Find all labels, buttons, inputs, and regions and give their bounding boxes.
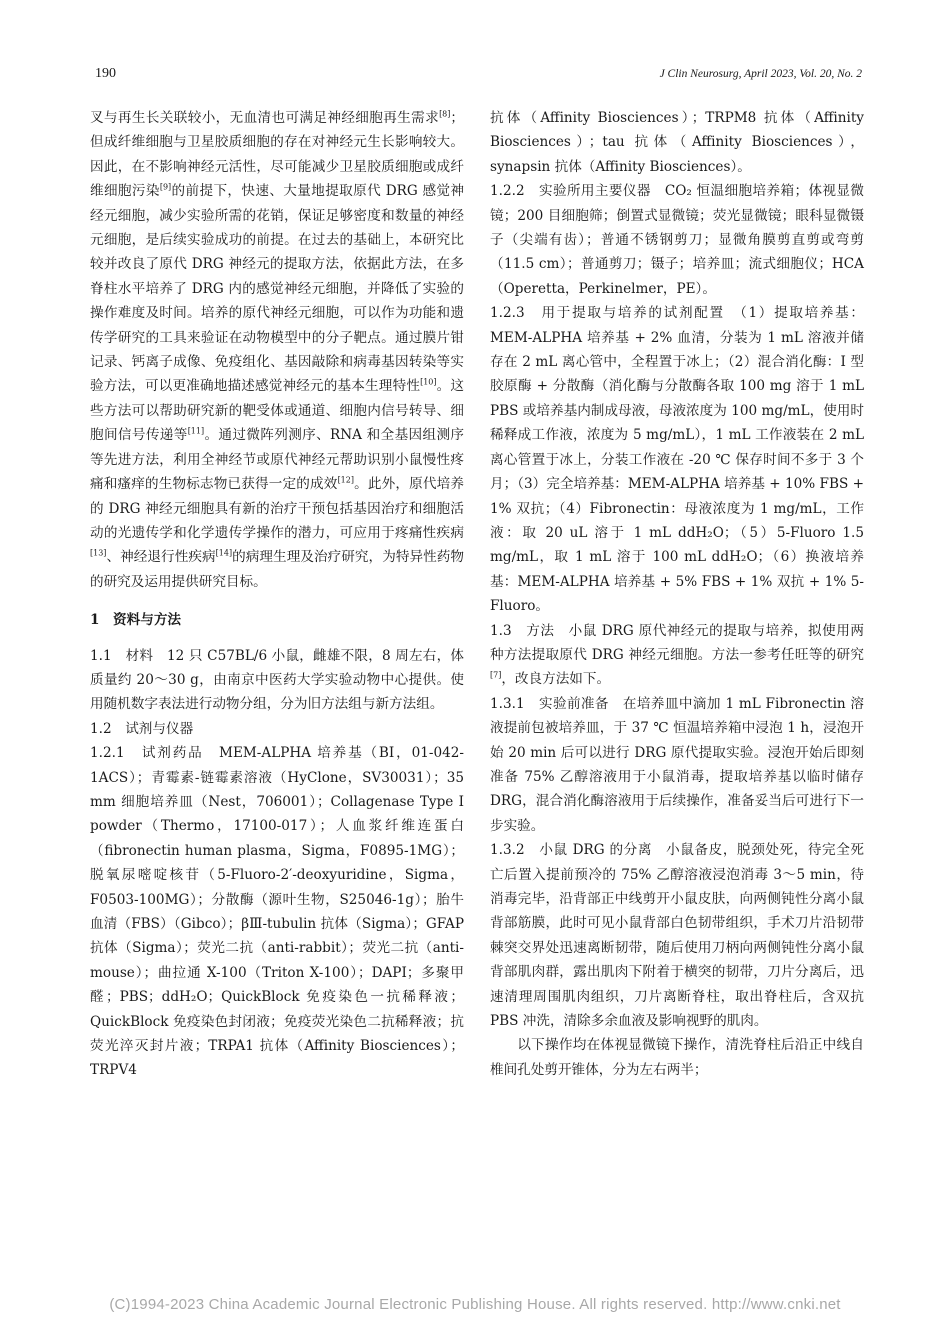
citation-ref[interactable]: [13] xyxy=(90,548,107,558)
subsection-instruments: 1.2.2 实验所用主要仪器 CO₂ 恒温细胞培养箱；体视显微镜；200 目细胞筛；倒置式显微镜；荧光显微镜；眼科显微镊子（尖端有齿）；普通不锈钢剪刀；显微角膜剪直剪或弯剪（11.5 cm）；普通剪刀；镊子；培养皿；流式细胞仪；HCA（Operetta，Perkinelmer，PE）。 xyxy=(490,183,864,297)
subsection-methods: 1.3 方法 小鼠 DRG 原代神经元的提取与培养，拟使用两种方法提取原代 DRG 神经元细胞。方法一参考任旺等的研究[7]，改良方法如下。 xyxy=(490,622,864,688)
journal-citation: J Clin Neurosurg, April 2023, Vol. 20, No. 2 xyxy=(659,68,862,80)
intro-paragraph: 叉与再生长关联较小，无血清也可满足神经细胞再生需求[8]；但成纤维细胞与卫星胶质细胞的存在对神经元生长影响较大。因此，在不影响神经元活性，尽可能减少卫星胶质细胞或成纤维细胞污染[9]的前提下，快速、大量地提取原代 DRG 感觉神经元细胞，减少实验所需的花销，保证足够密度和数量的神经元细胞，是后续实验成功的前提。在过去的基础上，本研究比较并改良了原代 DRG 神经元的提取方法，依据此方法，在多脊柱水平培养了 DRG 内的感觉神经元细胞，并降低了实验的操作难度及时间。培养的原代神经元细胞，可以作为功能和遗传学研究的工具来验证在动物模型中的分子靶点。通过膜片钳记录、钙离子成像、免疫组化、基因敲除和病毒基因转染等实验方法，可以更准确地描述感觉神经元的基本生理特性[10]。这些方法可以帮助研究新的靶受体或通道、细胞内信号转导、细胞间信号传递等[11]。通过微阵列测序、RNA 和全基因组测序等先进方法，利用全神经节或原代神经元帮助识别小鼠慢性疼痛和瘙痒的生物标志物已获得一定的成效[12]。此外，原代培养的 DRG 神经元细胞具有新的治疗干预包括基因治疗和细胞活动的光遗传学和化学遗传学操作的潜力，可应用于疼痛性疾病[13]、神经退行性疾病[14]的病理生理及治疗研究，为特异性药物的研究及运用提供研究目标。 xyxy=(90,109,465,590)
subsection-reagent-config: 1.2.3 用于提取与培养的试剂配置 （1）提取培养基：MEM-ALPHA 培养基 + 2% 血清，分装为 1 mL 溶液并储存在 2 mL 离心管中，全程置于冰上；（2）混合消化酶：I 型胶原酶 + 分散酶（消化酶与分散酶各取 100 mg 溶于 1 mL PBS 或培养基内制成母液，母液浓度为 100 mg/mL，使用时稀释成工作液，浓度为 5 mg/mL），1 mL 工作液装在 2 mL 离心管置于冰上，分装工作液在 -20 ℃ 保存时间不多于 3 个月；（3）完全培养基：MEM-ALPHA 培养基 + 10% FBS + 1% 双抗；（4）Fibronectin：母液浓度为 1 mg/mL，工作液：取 20 uL 溶于 1 mL ddH₂O；（5）5-Fluoro 1.5 mg/mL，取 1 mL 溶于 100 mL ddH₂O；（6）换液培养基：MEM-ALPHA 培养基 + 5% FBS + 1% 双抗 + 1% 5-Fluoro。 xyxy=(490,305,864,615)
citation-ref[interactable]: [7] xyxy=(490,670,502,680)
subsection-materials: 1.1 材料 12 只 C57BL/6 小鼠，雌雄不限，8 周左右，体质量约 20～30 g，由南京中医药大学实验动物中心提供。使用随机数字表法进行动物分组，分为旧方法组与新方法组。 xyxy=(90,647,464,713)
copyright-footer: (C)1994-2023 China Academic Journal Electronic Publishing House. All rights reserved. http://www.cnki.net xyxy=(109,1296,841,1313)
subsection-preparation: 1.3.1 实验前准备 在培养皿中滴加 1 mL Fibronectin 溶液提前包被培养皿，于 37 ℃ 恒温培养箱中浸泡 1 h，浸泡开始 20 min 后可以进行 DRG 原代提取实验。浸泡开始后即刻准备 75% 乙醇溶液用于小鼠消毒，提取培养基以临时储存 DRG，混合消化酶溶液用于后续操作，准备妥当后可进行下一步实验。 xyxy=(490,695,864,834)
section-heading: 1 资料与方法 xyxy=(90,612,182,629)
citation-ref[interactable]: [8] xyxy=(439,109,451,119)
citation-ref[interactable]: [11] xyxy=(187,426,205,436)
subsection-reagents-heading: 1.2 试剂与仪器 xyxy=(90,720,194,737)
citation-ref[interactable]: [14] xyxy=(215,548,233,558)
citation-ref[interactable]: [12] xyxy=(337,475,354,485)
reagents-continued: 抗体（Affinity Biosciences）；TRPM8 抗体（Affinity Biosciences）；tau 抗体（Affinity Biosciences），synapsin 抗体（Affinity Biosciences）。 xyxy=(490,110,864,175)
page-number: 190 xyxy=(95,66,116,81)
subsection-drg-separation: 1.3.2 小鼠 DRG 的分离 小鼠备皮，脱颈处死，待完全死亡后置入提前预冷的 75% 乙醇溶液浸泡消毒 3～5 min，待消毒完毕，沿背部正中线剪开小鼠皮肤，向两侧钝性分离小鼠背部筋膜，此时可见小鼠背部白色韧带组织，手术刀片沿韧带棘突交界处迅速离断韧带，随后使用刀柄向两侧钝性分离小鼠背部肌肉群，露出肌肉下附着于横突的韧带，刀片分离后，迅速清理周围肌肉组织，刀片离断脊柱，取出脊柱后，含双抗 PBS 冲洗，清除多余血液及影响视野的肌肉。 xyxy=(490,842,864,1030)
subsection-reagents-list: 1.2.1 试剂药品 MEM-ALPHA 培养基（BI，01-042-1ACS）；青霉素-链霉素溶液（HyClone，SV30031）；35 mm 细胞培养皿（Nest，706001）；Collagenase Type I powder（Thermo，17100-017）；人血浆纤维连蛋白（fibronectin human plasma，Sigma，F0895-1MG）；脱氧尿嘧啶核苷（5-Fluoro-2′-deoxyuridine，Sigma，F0503-100MG）；分散酶（源叶生物，S25046-1g）；胎牛血清（FBS）（Gibco）；βⅢ-tubulin 抗体（Sigma）；GFAP 抗体（Sigma）；荧光二抗（anti-rabbit）；荧光二抗（anti-mouse）；曲拉通 X-100（Triton X-100）；DAPI；多聚甲醛；PBS；ddH₂O；QuickBlock 免疫染色一抗稀释液；QuickBlock 免疫染色封闭液；免疫荧光染色二抗稀释液；抗荧光淬灭封片液；TRPA1 抗体（Affinity Biosciences）；TRPV4 xyxy=(90,745,464,1079)
citation-ref[interactable]: [9] xyxy=(159,182,172,192)
right-column xyxy=(490,106,864,1082)
citation-ref[interactable]: [10] xyxy=(420,377,437,387)
closing-paragraph: 以下操作均在体视显微镜下操作，清洗脊柱后沿正中线自椎间孔处剪开锥体，分为左右两半； xyxy=(490,1037,864,1078)
left-column xyxy=(90,106,464,1083)
